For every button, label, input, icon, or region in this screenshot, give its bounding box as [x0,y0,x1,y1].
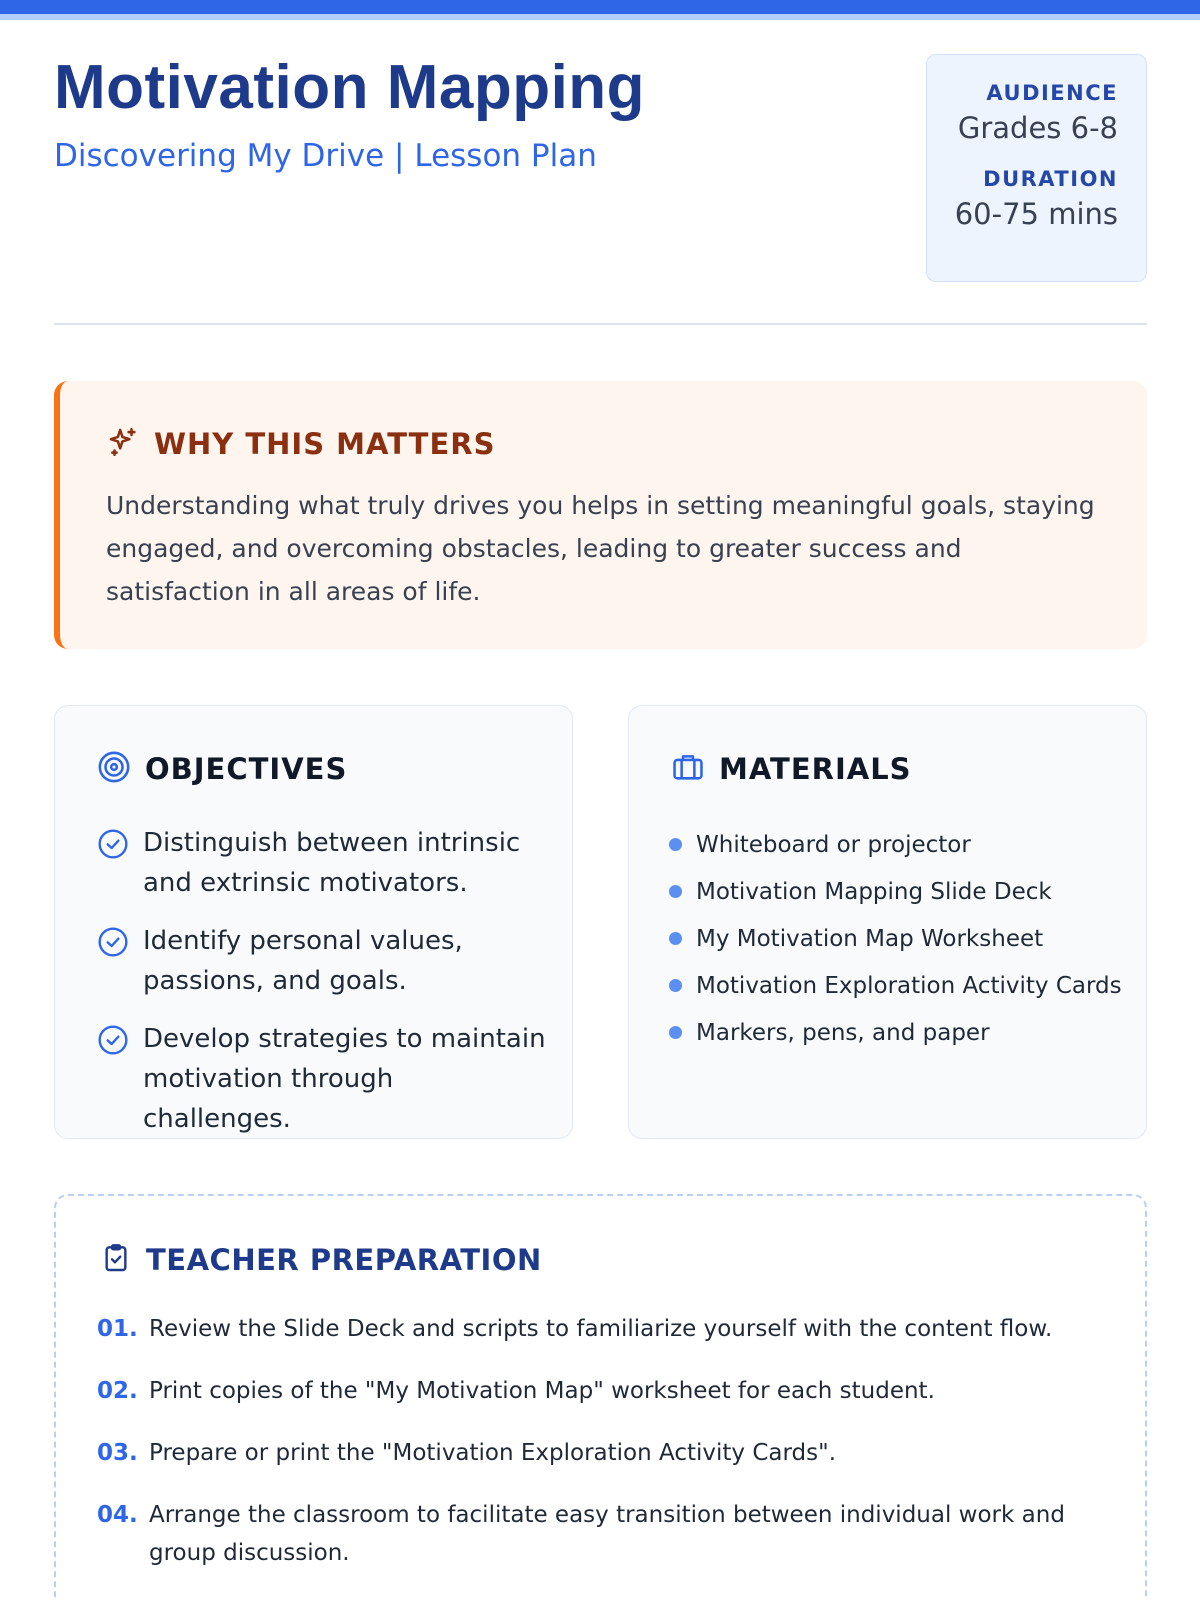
why-text: Understanding what truly drives you helps in setting meaningful goals, staying engaged, and overcoming obstacles, leading to greater success and satisfaction in all areas of life. [106,491,1095,606]
preparation-header [100,1242,542,1278]
audience-label: AUDIENCE [986,81,1118,105]
step-text: Print copies of the "My Motivation Map" worksheet for each student. [149,1378,935,1404]
material-text: Motivation Exploration Activity Cards [696,972,1122,999]
audience-value: Grades 6-8 [957,111,1118,145]
step-text: Review the Slide Deck and scripts to familiarize yourself with the content flow. [149,1316,1053,1342]
materials-title: MATERIALS [719,752,912,786]
material-item [669,1009,1122,1056]
material-item [669,915,1122,962]
material-text: My Motivation Map Worksheet [696,925,1044,952]
objective-item [97,823,547,903]
preparation-step [97,1496,1107,1572]
step-number: 01. [97,1316,138,1342]
step-number: 02. [97,1378,138,1404]
objective-item [97,921,547,1001]
objectives-list [97,823,547,1157]
bullet-dot [669,932,682,945]
materials-card [628,705,1147,1139]
objective-text: Distinguish between intrinsic and extrinsic motivators. [143,828,521,898]
duration-label: DURATION [983,167,1118,191]
why-this-matters-card [54,381,1147,649]
step-text: Arrange the classroom to facilitate easy transition between individual work and group discussion. [149,1502,1065,1566]
preparation-list [97,1310,1107,1596]
preparation-step [97,1310,1107,1348]
sparkles-icon [106,425,140,463]
material-text: Motivation Mapping Slide Deck [696,878,1052,905]
bullet-dot [669,885,682,898]
material-item [669,868,1122,915]
clipboard-check-icon [100,1242,132,1278]
step-number: 04. [97,1502,138,1528]
objective-text: Develop strategies to maintain motivation through challenges. [143,1024,546,1134]
target-icon [97,750,131,788]
why-title: WHY THIS MATTERS [154,427,496,461]
top-accent-bar-light [0,14,1200,20]
objective-text: Identify personal values, passions, and goals. [143,926,463,996]
objectives-card [54,705,573,1139]
why-header [106,425,496,463]
preparation-step [97,1372,1107,1410]
bullet-dot [669,1026,682,1039]
material-item [669,821,1122,868]
objective-item [97,1019,547,1139]
page-subtitle: Discovering My Drive | Lesson Plan [54,138,597,174]
teacher-preparation-card [54,1194,1147,1600]
check-circle-icon [97,1024,129,1056]
preparation-step [97,1434,1107,1472]
bullet-dot [669,979,682,992]
header-divider [54,323,1147,325]
material-item [669,962,1122,1009]
bullet-dot [669,838,682,851]
step-number: 03. [97,1440,138,1466]
page-title: Motivation Mapping [54,53,646,122]
materials-header [671,750,912,788]
briefcase-icon [671,750,705,788]
preparation-title: TEACHER PREPARATION [146,1243,542,1277]
duration-value: 60-75 mins [954,197,1118,231]
check-circle-icon [97,926,129,958]
material-text: Whiteboard or projector [696,831,971,858]
material-text: Markers, pens, and paper [696,1019,990,1046]
lesson-meta-box [926,54,1147,282]
materials-list [669,821,1122,1056]
step-text: Prepare or print the "Motivation Exploration Activity Cards". [149,1440,837,1466]
check-circle-icon [97,828,129,860]
top-accent-bar [0,0,1200,14]
objectives-header [97,750,347,788]
objectives-title: OBJECTIVES [145,752,348,786]
